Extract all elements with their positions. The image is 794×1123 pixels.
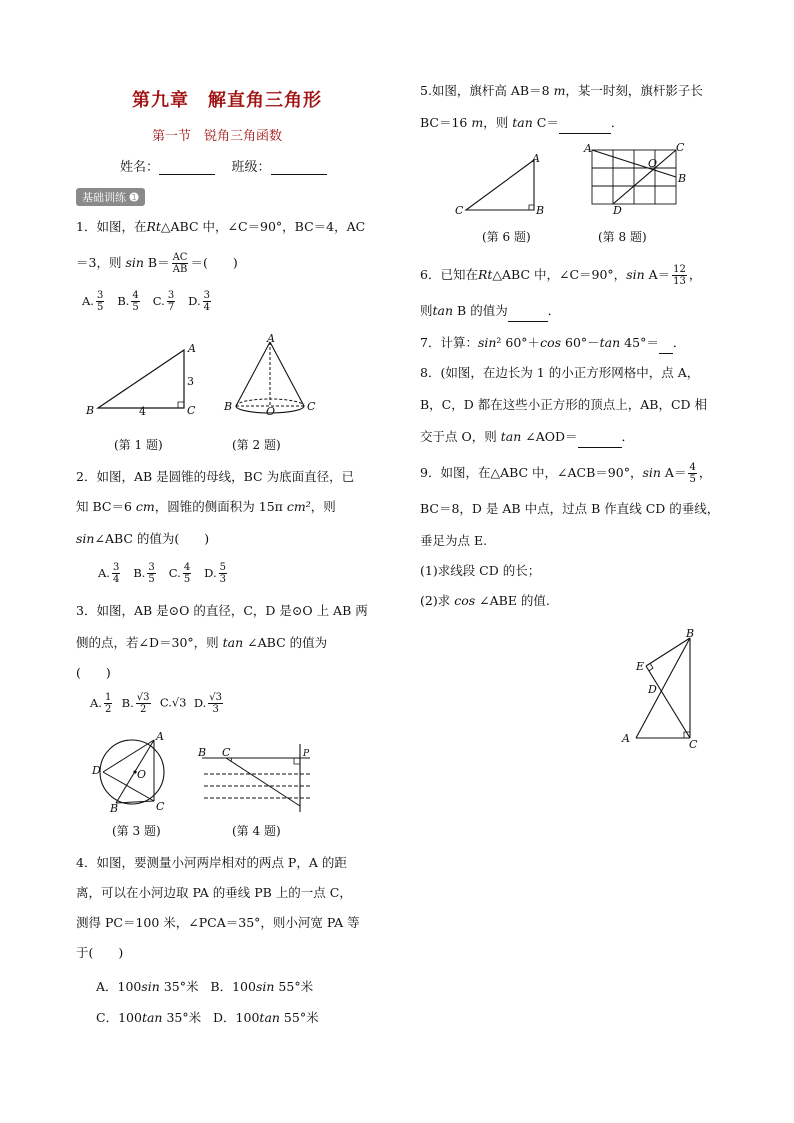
- q4-line1: 4．如图，要测量小河两岸相对的两点 P，A 的距: [76, 855, 347, 870]
- label-e: E: [636, 660, 645, 673]
- q3-line2: 侧的点，若∠D＝30°，则 tan ∠ABC 的值为: [76, 635, 328, 650]
- segment-cd: [613, 150, 676, 204]
- figure-3-caption: (第 3 题): [112, 824, 161, 838]
- figure-9: [616, 626, 706, 750]
- q4-option-d[interactable]: D．100tan 55°米: [213, 1010, 319, 1025]
- label-c: C: [689, 738, 698, 750]
- q9-fraction: $\frac{4}{5}$: [689, 462, 696, 485]
- side-ab: [636, 638, 690, 738]
- right-angle-mark: [529, 205, 534, 210]
- q9-line1: 9．如图，在△ABC 中，∠ACB＝90°，sin A＝ $\frac{4}{5}$ ，: [420, 462, 712, 485]
- label-a: A: [156, 732, 164, 743]
- figure-2: [222, 334, 322, 420]
- q4-option-c[interactable]: C．100tan 35°米: [96, 1010, 202, 1025]
- label-c: C: [676, 142, 685, 154]
- q5-answer-blank[interactable]: [559, 119, 611, 134]
- grid: [592, 150, 676, 204]
- q4-option-a[interactable]: A．100sin 35°米: [96, 979, 199, 994]
- q4-option-b[interactable]: B．100sin 55°米: [210, 979, 314, 994]
- label-o: O: [266, 405, 276, 418]
- q6-line1: 6．已知在Rt△ABC 中，∠C＝90°，sin A＝ $\frac{12}{13}$ ，: [420, 264, 702, 287]
- figure-3: [90, 732, 174, 814]
- label-d: D: [613, 204, 622, 217]
- label-c: C: [455, 204, 464, 217]
- label-b: B: [86, 404, 95, 417]
- figure-8: [580, 142, 690, 218]
- chord-dc: [103, 772, 154, 801]
- class-field[interactable]: [271, 160, 327, 175]
- q1-option-b[interactable]: B. $\frac{4}{5}$: [117, 290, 139, 313]
- line-ca: [226, 758, 300, 806]
- q9-part1: (1)求线段 CD 的长；: [420, 563, 541, 578]
- q2-option-c[interactable]: C. $\frac{4}{5}$: [168, 562, 191, 585]
- label-a: A: [188, 342, 196, 355]
- q2-line2: 知 BC＝6 cm，圆锥的侧面积为 15π cm²，则: [76, 499, 336, 514]
- q8-line3: 交于点 O，则 tan ∠AOD＝ ．: [420, 426, 634, 448]
- q2-option-a[interactable]: A. $\frac{3}{4}$: [98, 562, 120, 585]
- q1-option-d[interactable]: D. $\frac{3}{4}$: [188, 290, 210, 313]
- section-title: 第一节 锐角三角函数: [152, 129, 283, 144]
- q9-part2: (2)求 cos ∠ABE 的值.: [420, 593, 550, 608]
- figure-1: [84, 338, 204, 422]
- q3-option-b[interactable]: B. $\frac{√3}{2}$: [121, 692, 150, 715]
- label-d: D: [648, 683, 657, 696]
- label-b: B: [536, 204, 545, 217]
- segment-be: [646, 638, 690, 666]
- q9-line2: BC＝8，D 是 AB 中点，过点 B 作直线 CD 的垂线，: [420, 501, 720, 516]
- section-badge: 基础训练 ➊: [76, 188, 145, 206]
- label-a: A: [584, 142, 592, 155]
- q6-fraction: $\frac{12}{13}$: [673, 264, 686, 287]
- label-o: O: [648, 157, 658, 170]
- figure-4-caption: (第 4 题): [232, 824, 281, 838]
- q4-options-row1: [96, 976, 313, 998]
- q1-option-c[interactable]: C. $\frac{3}{7}$: [152, 290, 175, 313]
- side-ac-length: 3: [187, 375, 194, 388]
- class-label: 班级：: [231, 160, 271, 175]
- q3-line3: ( ): [76, 665, 111, 680]
- label-o: O: [137, 768, 147, 781]
- figure-4: [196, 740, 320, 816]
- label-b: B: [198, 746, 207, 759]
- q4-line4: 于( ): [76, 945, 124, 960]
- figure-6: [452, 152, 552, 222]
- q1-line2: ＝3，则 sin B＝ $\frac{AC}{AB}$ ＝( ): [76, 252, 238, 275]
- q3-option-a[interactable]: A. $\frac{1}{2}$: [90, 692, 112, 715]
- chord-da: [103, 740, 154, 772]
- figure-6-caption: (第 6 题): [482, 230, 531, 244]
- q1-option-a[interactable]: A. $\frac{3}{5}$: [82, 290, 104, 313]
- badge-icon: ➊: [129, 191, 139, 204]
- figure-8-caption: (第 8 题): [598, 230, 647, 244]
- right-angle-mark: [178, 402, 184, 408]
- student-info: [120, 156, 327, 175]
- q1-fraction: $\frac{AC}{AB}$: [172, 252, 188, 275]
- q5-line2: BC＝16 m，则 tan C＝ ．: [420, 112, 623, 134]
- q8-line2: B，C，D 都在这些小正方形的顶点上，AB，CD 相: [420, 397, 708, 412]
- chapter-title: 第九章 解直角三角形: [132, 90, 322, 111]
- q6-answer-blank[interactable]: [508, 307, 548, 322]
- q2-options: [98, 562, 229, 585]
- q6-line2: 则tan B 的值为 ．: [420, 300, 560, 322]
- q9-line3: 垂足为点 E.: [420, 533, 488, 548]
- q1-options: [82, 290, 213, 313]
- q5-line1: 5.如图，旗杆高 AB＝8 m，某一时刻，旗杆影子长: [420, 83, 703, 98]
- side-bc-length: 4: [139, 405, 146, 418]
- name-field[interactable]: [159, 160, 215, 175]
- label-a: A: [622, 732, 630, 745]
- q4-line2: 离，可以在小河边取 PA 的垂线 PB 上的一点 C，: [76, 885, 352, 900]
- cone-slant-left: [236, 342, 270, 406]
- q2-option-d[interactable]: D. $\frac{5}{3}$: [204, 562, 226, 585]
- q3-options: [90, 692, 225, 715]
- label-b: B: [686, 627, 695, 640]
- q3-option-d[interactable]: D. $\frac{√3}{3}$: [193, 692, 223, 715]
- label-p: P: [303, 749, 310, 759]
- label-a: A: [532, 152, 540, 165]
- name-label: 姓名：: [120, 160, 160, 175]
- q1-line1: 1．如图，在Rt△ABC 中，∠C＝90°，BC＝4，AC: [76, 219, 366, 234]
- q3-option-c[interactable]: C.√3: [159, 695, 187, 710]
- q2-line3: sin∠ABC 的值为( ): [76, 531, 210, 546]
- label-c: C: [222, 746, 231, 759]
- label-c: C: [307, 400, 316, 413]
- triangle-abc: [466, 160, 534, 210]
- line-ce: [646, 666, 690, 738]
- q3-line1: 3．如图，AB 是⊙O 的直径，C，D 是⊙O 上 AB 两: [76, 603, 368, 618]
- q4-line3: 测得 PC＝100 米，∠PCA＝35°，则小河宽 PA 等: [76, 915, 360, 930]
- label-d: D: [92, 764, 101, 777]
- label-b: B: [110, 802, 119, 814]
- q7-answer-blank[interactable]: [659, 339, 673, 354]
- q2-line1: 2．如图，AB 是圆锥的母线，BC 为底面直径，已: [76, 469, 355, 484]
- right-angle-mark: [294, 758, 300, 764]
- q2-option-b[interactable]: B. $\frac{3}{5}$: [133, 562, 155, 585]
- cone-slant-right: [270, 342, 304, 406]
- q8-answer-blank[interactable]: [578, 433, 622, 448]
- label-c: C: [156, 800, 165, 813]
- figure-1-caption: (第 1 题): [114, 438, 163, 452]
- label-b: B: [224, 400, 233, 413]
- q4-options-row2: [96, 1007, 319, 1029]
- triangle-abc: [98, 350, 184, 408]
- figure-2-caption: (第 2 题): [232, 438, 281, 452]
- q8-line1: 8．(如图，在边长为 1 的小正方形网格中，点 A，: [420, 365, 700, 380]
- label-b: B: [678, 172, 687, 185]
- q7-line: 7．计算：sin² 60°＋cos 60°－tan 45°＝ ．: [420, 332, 685, 354]
- label-a: A: [267, 334, 275, 345]
- label-c: C: [187, 404, 196, 417]
